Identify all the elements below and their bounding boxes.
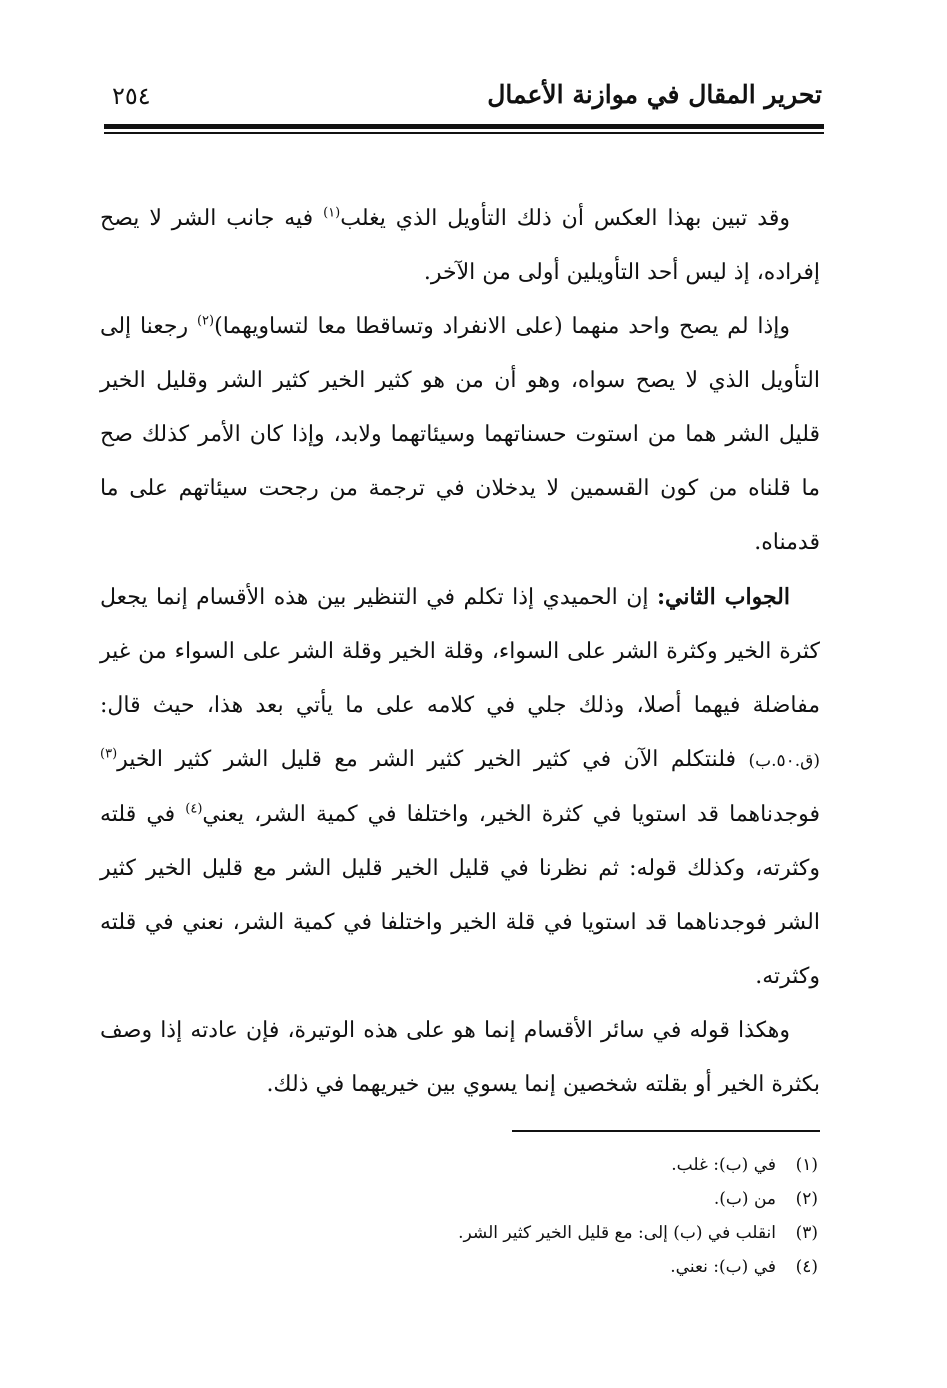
manuscript-folio-ref: (ق.٥٠.ب) — [748, 751, 820, 771]
footnote-number: (٣) — [795, 1223, 818, 1243]
footnote-ref-1: (١) — [323, 205, 341, 221]
header-rule-thin — [104, 132, 824, 134]
footnote-4 — [100, 1250, 818, 1284]
paragraph-4 — [100, 1004, 820, 1112]
footnote-number: (٤) — [795, 1257, 818, 1277]
paragraph-3-part-c: فوجدناهما قد استويا في كثرة الخير، واختلفا في كمية الشر، يعني — [202, 802, 820, 827]
paragraph-2-part-b: رجعنا إلى التأويل الذي لا يصح سواه، وهو أن من هو كثير الخير كثير الشر وقليل الخير قليل الشر هما من استوت حسناتهما وسيئاتهما ولابد، وإذا كان الأمر كذلك صح ما قلناه من كون القسمين لا يدخلان في ترجمة من رجحت سيئاتهم على ما قدمناه. — [100, 314, 820, 555]
paragraph-3-part-d: في قلته وكثرته، وكذلك قوله: ثم نظرنا في قليل الخير قليل الشر مع قليل الخير كثير الشر فوجدناهما قد استويا في قلة الخير واختلفا في كمية الشر، نعني في قلته وكثرته. — [100, 802, 820, 989]
paragraph-4-text: وهكذا قوله في سائر الأقسام إنما هو على هذه الوتيرة، فإن عادته إذا وصف بكثرة الخير أو بقلته شخصين إنما يسوي بين خيريهما في ذلك. — [100, 1018, 820, 1097]
footnote-text: في (ب): نعني. — [670, 1257, 776, 1277]
footnote-number: (١) — [795, 1155, 818, 1175]
paragraph-1-part-b: فيه جانب الشر لا يصح إفراده، إذ ليس أحد التأويلين أولى من الآخر. — [100, 206, 820, 285]
footnote-3 — [100, 1216, 818, 1250]
footnote-1 — [100, 1148, 818, 1182]
footnote-ref-4: (٤) — [185, 801, 203, 817]
paragraph-1 — [100, 192, 820, 300]
second-answer-heading: الجواب الثاني: — [656, 584, 790, 610]
paragraph-1-part-a: وقد تبين بهذا العكس أن ذلك التأويل الذي يغلب — [340, 206, 790, 231]
main-text — [100, 192, 820, 1112]
running-header — [104, 76, 822, 126]
header-rule-thick — [104, 124, 824, 129]
paragraph-2-part-a: وإذا لم يصح واحد منهما (على الانفراد وتساقطا معا لتساويهما) — [214, 314, 790, 339]
footnote-text: انقلب في (ب) إلى: مع قليل الخير كثير الشر. — [458, 1223, 776, 1243]
book-title: تحرير المقال في موازنة الأعمال — [487, 80, 822, 109]
page-number: ٢٥٤ — [112, 82, 151, 110]
paragraph-3-part-b: فلنتكلم الآن في كثير الخير كثير الشر مع قليل الشر كثير الخير — [117, 747, 749, 772]
footnote-text: في (ب): غلب. — [671, 1155, 776, 1175]
footnote-separator — [512, 1130, 820, 1132]
footnote-number: (٢) — [795, 1189, 818, 1209]
paragraph-2 — [100, 300, 820, 570]
footnotes — [100, 1148, 818, 1284]
paragraph-3-part-a: إن الحميدي إذا تكلم في التنظير بين هذه الأقسام إنما يجعل كثرة الخير وكثرة الشر على السواء، وقلة الخير وقلة الشر على السواء من غير مفاضلة فيهما أصلا، وذلك جلي في كلامه على ما يأتي بعد هذا، حيث قال: — [100, 585, 820, 718]
footnote-ref-3: (٣) — [100, 746, 118, 762]
footnote-ref-2: (٢) — [196, 313, 215, 329]
footnote-2 — [100, 1182, 818, 1216]
footnote-text: من (ب). — [713, 1189, 776, 1209]
paragraph-3 — [100, 570, 820, 1004]
